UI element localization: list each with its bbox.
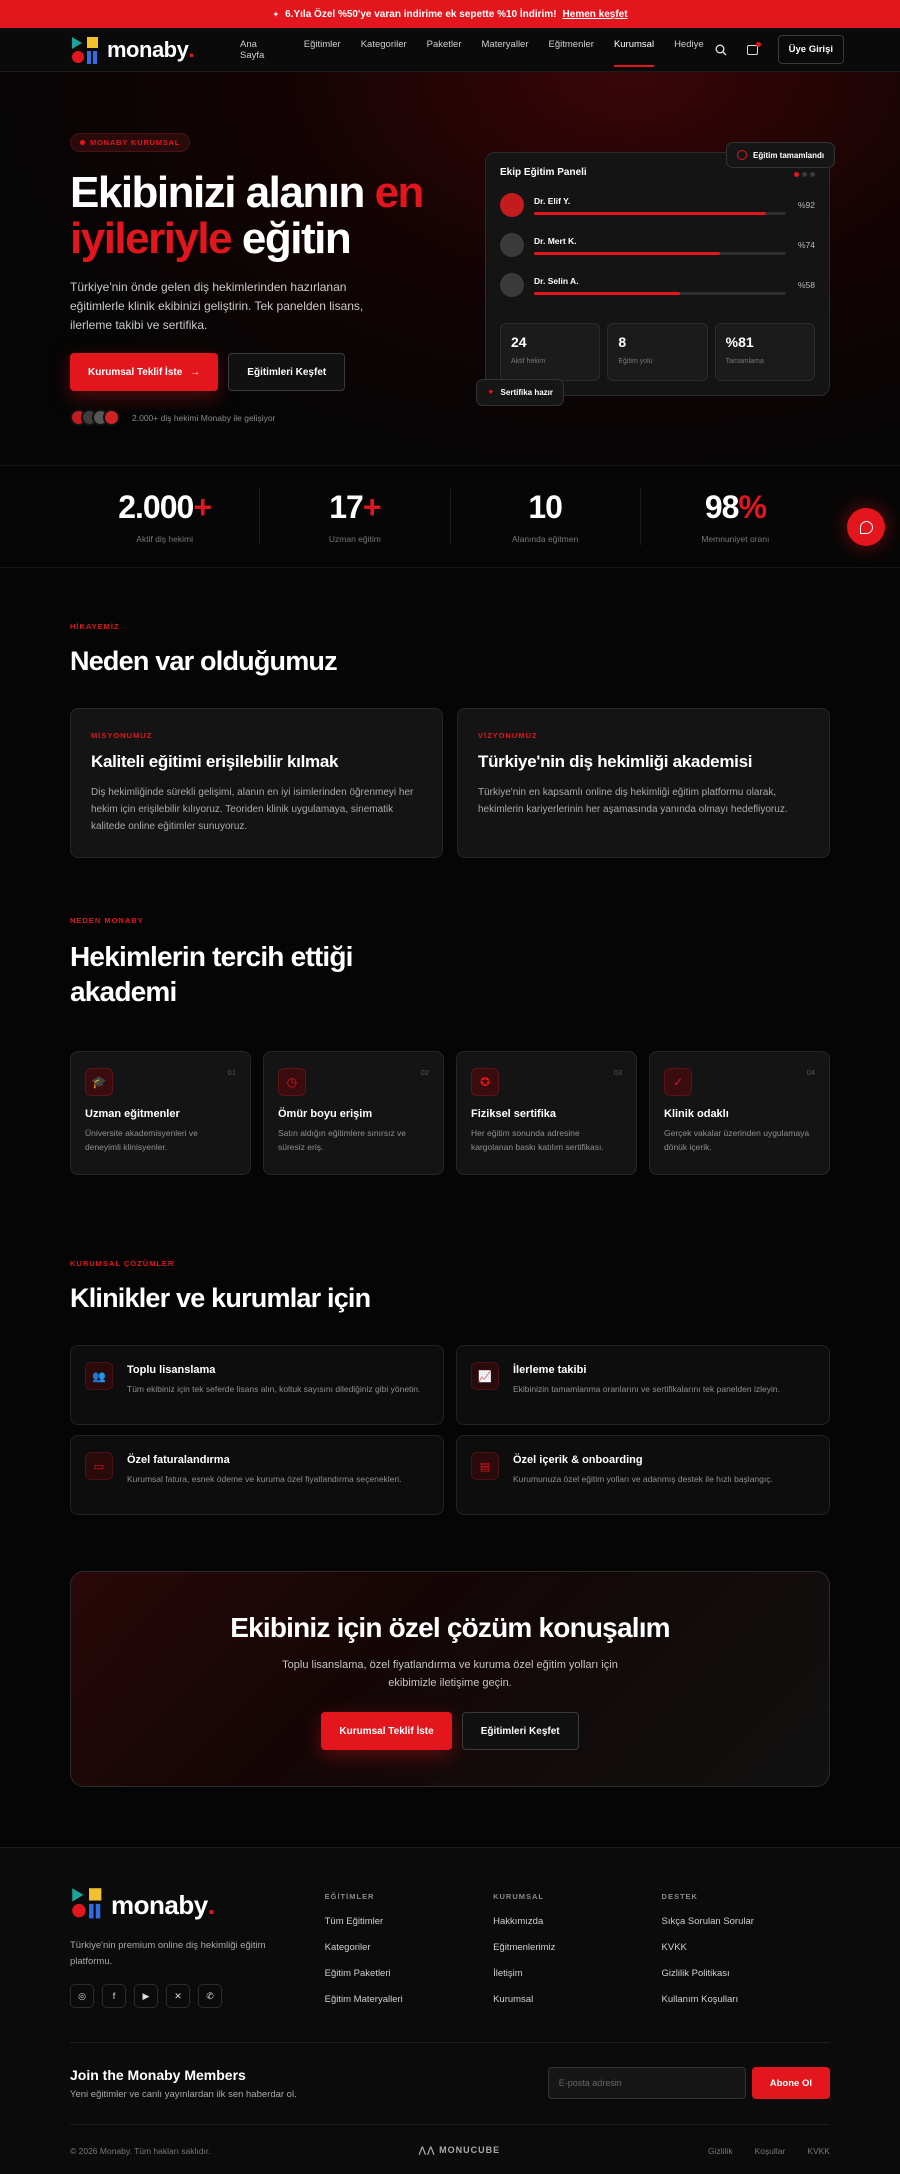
newsletter-text: Yeni eğitimler ve canlı yayınlardan ilk sen haberdar ol. xyxy=(70,2089,297,2100)
maker-logo[interactable]: ⋀⋀ MONUCUBE xyxy=(418,2145,501,2155)
footer-description: Türkiye'nin premium online diş hekimliği eğitim platformu. xyxy=(70,1940,266,1967)
panel-stat: 24 Aktif hekim xyxy=(500,323,600,381)
avatar xyxy=(500,193,524,217)
nav-link-corporate[interactable]: Kurumsal xyxy=(604,39,664,61)
progress-bar xyxy=(534,292,786,295)
section-eyebrow: NEDEN MONABY xyxy=(70,916,144,925)
maker-mark-icon: ⋀⋀ xyxy=(418,2145,436,2155)
spark-icon: ✦ xyxy=(272,9,280,19)
nav-link-categories[interactable]: Kategoriler xyxy=(360,38,407,50)
youtube-icon[interactable]: ▶ xyxy=(134,1984,158,2008)
announcement-bar xyxy=(0,0,900,28)
brand-name: monaby. xyxy=(111,1889,215,1920)
doctor-name: Dr. Elif Y. xyxy=(534,195,571,206)
section-title: Neden var olduğumuz xyxy=(70,646,337,676)
hero-quote-button[interactable]: Kurumsal Teklif İste → xyxy=(70,353,218,391)
panel-stats xyxy=(500,323,815,381)
x-icon[interactable]: ✕ xyxy=(166,1984,190,2008)
solution-card: ▭ Özel faturalandırma Kurumsal fatura, esnek ödeme ve kuruma özel fiyatlandırma seçenekleri. xyxy=(70,1435,444,1515)
footer-column: DESTEK Sıkça Sorulan Sorular KVKK Gizlilik Politikası Kullanım Koşulları xyxy=(662,1888,830,2008)
facebook-icon[interactable]: f xyxy=(102,1984,126,2008)
stat-item: 98% Memnuniyet oranı xyxy=(701,488,770,544)
stat-item: 17+ Uzman eğitim xyxy=(260,489,450,545)
social-proof xyxy=(70,409,460,426)
main-nav xyxy=(0,28,900,72)
toast-training-complete: Eğitim tamamlandı xyxy=(726,142,835,168)
hero-explore-button[interactable]: Eğitimleri Keşfet xyxy=(228,353,345,391)
announcement-link[interactable]: Hemen keşfet xyxy=(562,8,628,20)
cta-section xyxy=(70,1571,830,1787)
why-section xyxy=(0,858,900,1175)
progress-fill xyxy=(534,252,720,255)
copyright: © 2026 Monaby. Tüm hakları saklıdır. xyxy=(70,2145,211,2156)
credit-card-icon: ▭ xyxy=(85,1452,113,1480)
section-eyebrow: HİKAYEMİZ xyxy=(70,622,120,631)
progress-percent: %92 xyxy=(797,200,815,210)
avatar xyxy=(500,233,524,257)
whatsapp-icon[interactable]: ✆ xyxy=(198,1984,222,2008)
panel-stat: 8 Eğitim yolu xyxy=(607,323,707,381)
feature-card: ◷ 02 Ömür boyu erişim Satın aldığın eğitimlere sınırsız ve süresiz eriş. xyxy=(263,1051,444,1175)
progress-bar xyxy=(534,212,786,215)
panel-title: Ekip Eğitim Paneli xyxy=(500,167,587,178)
footer-link[interactable]: Tüm Eğitimler xyxy=(324,1916,384,1927)
avatar xyxy=(103,409,120,426)
doctor-name: Dr. Mert K. xyxy=(534,235,577,246)
badge-dot-icon xyxy=(80,140,85,145)
footer-link[interactable]: Kategoriler xyxy=(324,1942,371,1953)
check-circle-icon xyxy=(737,150,747,160)
check-icon: ✓ xyxy=(664,1068,692,1096)
newsletter xyxy=(70,2042,830,2100)
announcement-text: 6.Yıla Özel %50'ye varan indirime ek sepette %10 İndirim! xyxy=(285,8,557,20)
mission-card: MİSYONUMUZ Kaliteli eğitimi erişilebilir kılmak Diş hekimliğinde sürekli gelişimi, alanın en iyi isimlerinden öğrenmeyi her hekim için erişilebilir kılıyoruz. Teoriden klinik uygulamaya, sinematik kalitede online eğitimler sunuyoruz. xyxy=(70,708,443,858)
legal-link[interactable]: Gizlilik xyxy=(708,2145,733,2156)
cta-explore-button[interactable]: Eğitimleri Keşfet xyxy=(462,1712,579,1750)
progress-percent: %74 xyxy=(797,240,815,250)
instagram-icon[interactable]: ◎ xyxy=(70,1984,94,2008)
footer-link[interactable]: Gizlilik Politikası xyxy=(661,1968,730,1979)
stat-item: 2.000+ Aktif diş hekimi xyxy=(70,489,260,545)
award-icon: ✪ xyxy=(471,1068,499,1096)
stats-strip xyxy=(0,466,900,568)
hero-section xyxy=(0,72,900,466)
avatar-stack xyxy=(70,409,114,426)
progress-fill xyxy=(534,212,766,215)
brand-name: monaby. xyxy=(107,36,194,62)
clock-icon: ◷ xyxy=(278,1068,306,1096)
graduation-cap-icon: 🎓 xyxy=(85,1068,113,1096)
toast-certificate-ready: ✦ Sertifika hazır xyxy=(476,379,564,406)
solution-card: ▤ Özel içerik & onboarding Kurumunuza özel eğitim yolları ve adanmış destek ile hızlı başlangıç. xyxy=(456,1435,830,1515)
newsletter-title: Join the Monaby Members xyxy=(70,2067,246,2083)
footer-column: EĞİTİMLER Tüm Eğitimler Kategoriler Eğitim Paketleri Eğitim Materyalleri xyxy=(325,1888,493,2008)
cta-text: Toplu lisanslama, özel fiyatlandırma ve kuruma özel eğitim yolları için ekibimizle iletişime geçin. xyxy=(282,1659,618,1689)
arrow-right-icon: → xyxy=(190,366,201,378)
footer-link[interactable]: Kurumsal xyxy=(493,1994,534,2005)
footer-link[interactable]: Eğitim Paketleri xyxy=(324,1968,391,1979)
nav-link-courses[interactable]: Eğitimler xyxy=(303,38,341,50)
footer xyxy=(0,1847,900,2174)
footer-link[interactable]: Hakkımızda xyxy=(493,1916,544,1927)
logo-mark-icon xyxy=(70,1886,108,1924)
cart-icon[interactable] xyxy=(746,43,760,57)
chat-button[interactable] xyxy=(847,508,885,546)
hero-description: Türkiye'nin önde gelen diş hekimlerinden hazırlanan eğitimlerle klinik ekibinizi geliştirin. Tek panelden lisans, ilerleme takibi ve sertifika. xyxy=(70,280,364,332)
footer-bottom xyxy=(70,2124,830,2156)
footer-link[interactable]: Kullanım Koşulları xyxy=(661,1994,739,2005)
brand-logo[interactable] xyxy=(70,35,210,65)
footer-column: KURUMSAL Hakkımızda Eğitmenlerimiz İletişim Kurumsal xyxy=(493,1888,661,2008)
cta-title: Ekibiniz için özel çözüm konuşalım xyxy=(230,1612,670,1643)
progress-percent: %58 xyxy=(797,280,815,290)
subscribe-button[interactable]: Abone Ol xyxy=(752,2067,830,2099)
team-training-panel xyxy=(485,152,830,396)
chat-bubble-icon xyxy=(860,521,873,534)
email-input[interactable]: E-posta adresin xyxy=(548,2067,746,2099)
nav-link-materials[interactable]: Materyaller xyxy=(481,38,529,50)
feature-card: 🎓 01 Uzman eğitmenler Üniversite akademisyenleri ve deneyimli klinisyenler. xyxy=(70,1051,251,1175)
feature-card: ✪ 03 Fiziksel sertifika Her eğitim sonunda adresine kargolanan baskı katılım sertifikası. xyxy=(456,1051,637,1175)
nav-link-instructors[interactable]: Eğitmenler xyxy=(548,38,594,50)
document-icon: ▤ xyxy=(471,1452,499,1480)
section-title: Klinikler ve kurumlar için xyxy=(70,1283,371,1313)
footer-link[interactable]: KVKK xyxy=(661,1942,687,1953)
legal-link[interactable]: Koşullar xyxy=(754,2145,786,2156)
progress-fill xyxy=(534,292,680,295)
nav-link-packages[interactable]: Paketler xyxy=(426,38,462,50)
feature-card: ✓ 04 Klinik odaklı Gerçek vakalar üzerinden uygulamaya dönük içerik. xyxy=(649,1051,830,1175)
vision-card: VİZYONUMUZ Türkiye'nin diş hekimliği akademisi Türkiye'nin en kapsamlı online diş hekimliği eğitim platformu olarak, hekimlerin kariyerlerinin her aşamasında yanında olmayı hedefliyoruz. xyxy=(457,708,830,858)
hero-title: Ekibinizi alanın en iyileriyle eğitin xyxy=(70,168,423,263)
footer-link[interactable]: Eğitim Materyalleri xyxy=(324,1994,403,2005)
cta-quote-button[interactable]: Kurumsal Teklif İste xyxy=(321,1712,451,1750)
progress-bar xyxy=(534,252,786,255)
progress-row xyxy=(500,232,815,258)
footer-logo[interactable] xyxy=(70,1888,325,1922)
panel-stat: %81 Tamamlama xyxy=(715,323,815,381)
hero-badge: MONABY KURUMSAL xyxy=(70,133,190,152)
login-button[interactable]: Üye Girişi xyxy=(778,35,844,64)
panel-pager xyxy=(794,172,815,177)
footer-link[interactable]: Sıkça Sorulan Sorular xyxy=(661,1916,754,1927)
corporate-section xyxy=(0,1175,900,1515)
section-eyebrow: KURUMSAL ÇÖZÜMLER xyxy=(70,1259,175,1268)
doctor-name: Dr. Selin A. xyxy=(534,275,579,286)
section-title: Hekimlerin tercih ettiği akademi xyxy=(70,941,353,1007)
progress-row xyxy=(500,272,815,298)
footer-link[interactable]: Eğitmenlerimiz xyxy=(493,1942,556,1953)
story-section xyxy=(0,568,900,858)
logo-mark-icon xyxy=(70,35,100,65)
star-icon: ✦ xyxy=(487,387,495,397)
solution-card: 📈 İlerleme takibi Ekibinizin tamamlanma oranlarını ve sertifikalarını tek panelden izleyin. xyxy=(456,1345,830,1425)
solution-card: 👥 Toplu lisanslama Tüm ekibiniz için tek seferde lisans alın, koltuk sayısını dilediğiniz gibi yönetin. xyxy=(70,1345,444,1425)
social-links xyxy=(70,1984,325,2008)
footer-link[interactable]: İletişim xyxy=(493,1968,523,1979)
nav-link-gift[interactable]: Hediye xyxy=(674,38,704,50)
social-proof-text: 2.000+ diş hekimi Monaby ile gelişiyor xyxy=(132,412,276,423)
nav-links xyxy=(230,39,714,61)
users-icon: 👥 xyxy=(85,1362,113,1390)
stat-item: 10 Alanında eğitmen xyxy=(451,489,641,545)
chart-line-icon: 📈 xyxy=(471,1362,499,1390)
progress-row xyxy=(500,192,815,218)
legal-link[interactable]: KVKK xyxy=(807,2145,830,2156)
nav-actions xyxy=(714,35,844,64)
avatar xyxy=(500,273,524,297)
search-icon[interactable] xyxy=(714,43,728,57)
nav-link-home[interactable]: Ana Sayfa xyxy=(240,38,265,61)
